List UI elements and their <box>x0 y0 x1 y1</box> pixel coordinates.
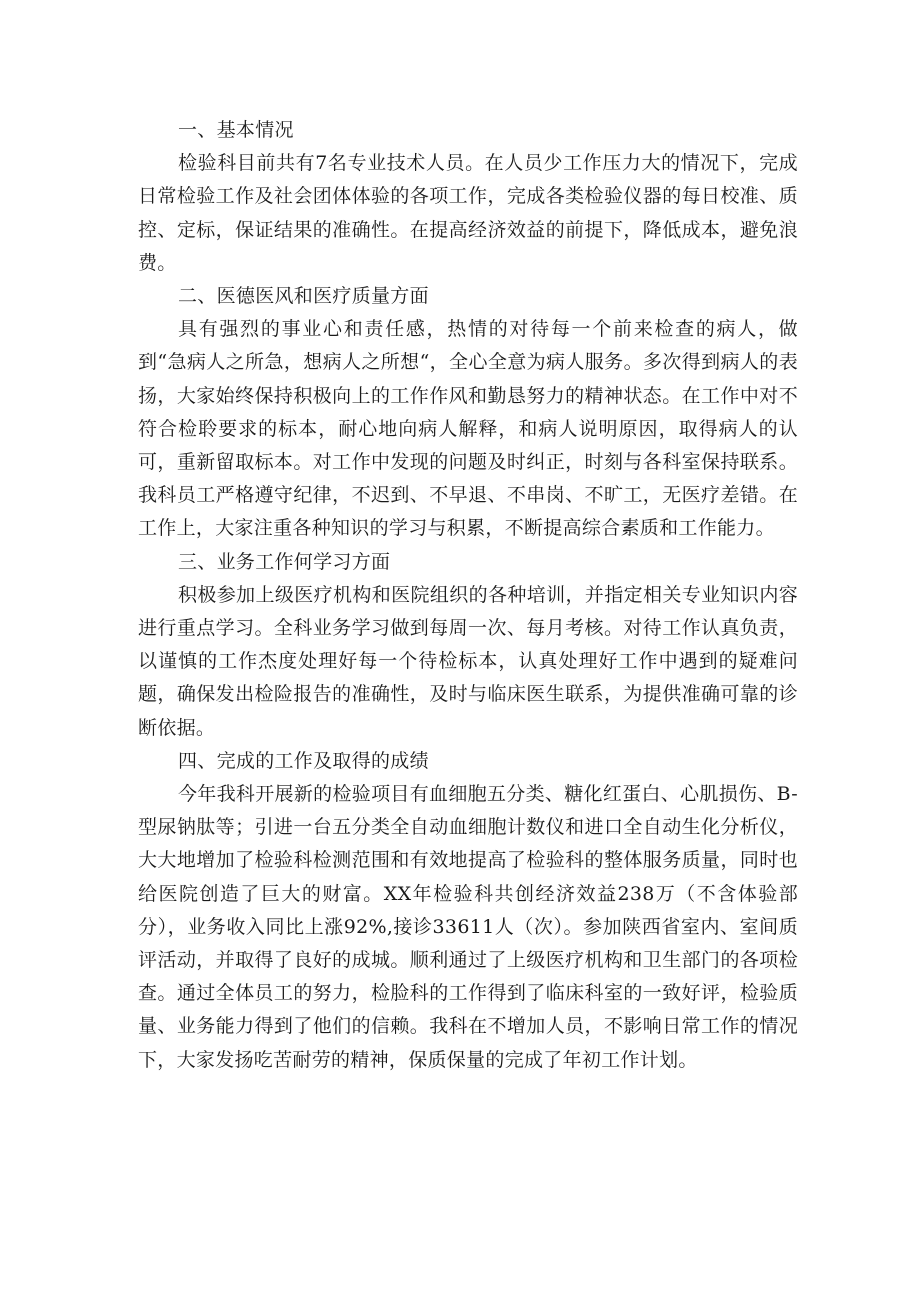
section-paragraph-achievements: 今年我科开展新的检验项目有血细胞五分类、糖化红蛋白、心肌损伤、B-型尿钠肽等；引进一台五分类全自动血细胞计数仪和进口全自动生化分析仪，大大地增加了检验科检测范围和有效地提高了检验科的整体服务质量，同时也给医院创造了巨大的财富。XX年检验科共创经济效益238万（不含体验部分），业务收入同比上涨92%,接诊33611人（次）。参加陕西省室内、室间质评活动，并取得了良好的成城。顺利通过了上级医疗机构和卫生部门的各项检查。通过全体员工的努力，检脸科的工作得到了临床科室的一致好评，检验质量、业务能力得到了他们的信赖。我科在不增加人员，不影响日常工作的情况下，大家发扬吃苦耐劳的精神，保质保量的完成了年初工作计划。 <box>138 783 798 1071</box>
section-heading-medical-ethics: 二、医德医风和医疗质量方面 <box>178 285 429 308</box>
section-paragraph-medical-ethics: 具有强烈的事业心和责任感，热情的对待每一个前来检查的病人，做到“急病人之所急，想病人之所想“，全心全意为病人服务。多次得到病人的表扬，大家始终保持积极向上的工作作风和勤恳努力的精神状态。在工作中对不符合检聆要求的标本，耐心地向病人解释，和病人说明原因，取得病人的认可，重新留取标本。对工作中发现的问题及时纠正，时刻与各科室保持联系。我科员工严格遵守纪律，不迟到、不早退、不串岗、不旷工，无医疗差错。在工作上，大家注重各种知识的学习与积累，不断提高综合素质和工作能力。 <box>138 318 798 540</box>
section-paragraph-business-study: 积极参加上级医疗机构和医院组织的各种培训，并指定相关专业知识内容进行重点学习。全科业务学习做到每周一次、每月考核。对待工作认真负责，以谨慎的工作杰度处理好每一个待检标本，认真处理好工作中遇到的疑难问题，确保发出检险报告的准确性，及时与临床医生联系，为提供准确可靠的诊断依据。 <box>138 583 798 739</box>
document-body <box>138 114 798 1077</box>
section-paragraph-basic-situation: 检验科目前共有7名专业技术人员。在人员少工作压力大的情况下，完成日常检验工作及社会团体体验的各项工作，完成各类检验仪器的每日校准、质控、定标，保证结果的准确性。在提高经济效益的前提下，降低成本，避免浪费。 <box>138 152 798 274</box>
section-heading-basic-situation: 一、基本情况 <box>178 119 294 141</box>
section-heading-business-study: 三、业务工作何学习方面 <box>178 550 391 573</box>
section-heading-achievements: 四、完成的工作及取得的成绩 <box>178 749 429 772</box>
